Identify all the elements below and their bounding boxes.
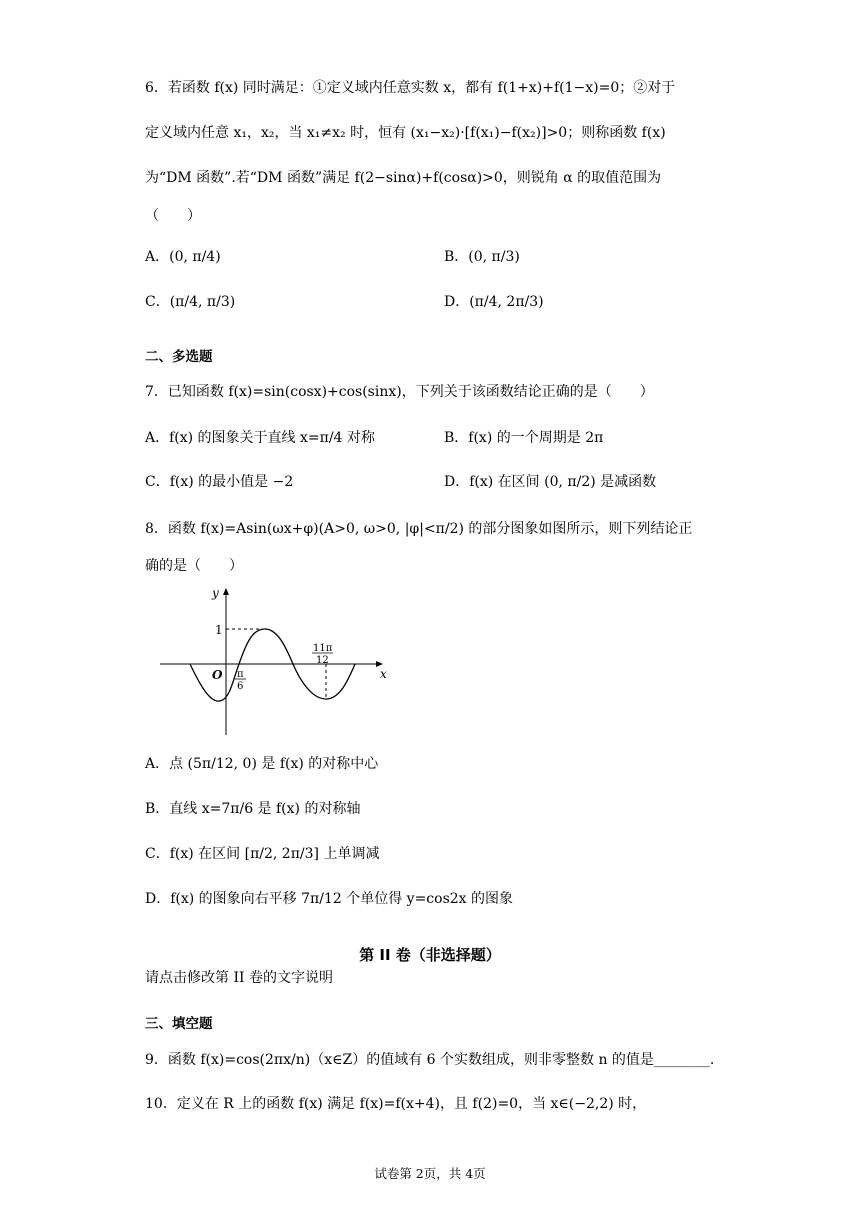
q8-option-a: A．点 (5π/12, 0) 是 f(x) 的对称中心 [145, 756, 379, 772]
q10: 10．定义在 R 上的函数 f(x) 满足 f(x)=f(x+4)，且 f(2)=0，当 x∈(−2,2) 时， [145, 1096, 647, 1112]
tick-11pi12-den: 12 [316, 655, 329, 666]
q7-option-d: D．f(x) 在区间 (0, π/2) 是减函数 [444, 474, 657, 490]
q9: 9．函数 f(x)=cos(2πx/n)（x∈Z）的值域有 6 个实数组成，则非零整数 n 的值是________. [145, 1052, 715, 1068]
q8-line2: 确的是（ ） [145, 558, 243, 574]
origin-label: O [212, 668, 223, 682]
q6-option-b: B．(0, π/3) [444, 249, 520, 265]
q6-line1: 6．若函数 f(x) 同时满足：①定义域内任意实数 x，都有 f(1+x)+f(1−x)=0；②对于 [145, 80, 676, 96]
page-footer: 试卷第 2页，共 4页 [374, 1166, 486, 1181]
q6-line4: （ ） [145, 208, 201, 224]
part2-title: 第 II 卷（非选择题） [359, 946, 501, 964]
q8-option-d: D．f(x) 的图象向右平移 7π/12 个单位得 y=cos2x 的图象 [145, 891, 514, 907]
sine-curve [190, 629, 355, 701]
q6-option-d: D．(π/4, 2π/3) [444, 294, 544, 310]
q7-option-c: C．f(x) 的最小值是 −2 [145, 474, 294, 490]
y-axis-label: y [212, 586, 219, 600]
q7-option-b: B．f(x) 的一个周期是 2π [444, 430, 604, 446]
tick-pi6-den: 6 [237, 681, 244, 692]
x-axis-label: x [380, 667, 387, 681]
q7-stem: 7．已知函数 f(x)=sin(cosx)+cos(sinx)，下列关于该函数结论正确的是（ ） [145, 384, 654, 400]
part2-note: 请点击修改第 II 卷的文字说明 [145, 970, 333, 986]
section-fill-blank: 三、填空题 [145, 1016, 213, 1032]
section-multi-choice: 二、多选题 [145, 349, 213, 365]
tick-pi6-num: π [237, 669, 244, 680]
q6-option-a: A．(0, π/4) [145, 249, 221, 265]
max-value-label: 1 [215, 623, 223, 637]
tick-11pi12-num: 11π [313, 643, 333, 654]
function-graph [155, 585, 395, 740]
q8-line1: 8．函数 f(x)=Asin(ωx+φ)(A>0, ω>0, |φ|<π/2) 的部分图象如图所示，则下列结论正 [145, 521, 693, 537]
q6-line2: 定义域内任意 x₁，x₂，当 x₁≠x₂ 时，恒有 (x₁−x₂)·[f(x₁)−f(x₂)]>0；则称函数 f(x) [145, 125, 666, 141]
q6-option-c: C．(π/4, π/3) [145, 294, 236, 310]
q6-line3: 为“DM 函数”.若“DM 函数”满足 f(2−sinα)+f(cosα)>0，则锐角 α 的取值范围为 [145, 170, 662, 186]
q7-option-a: A．f(x) 的图象关于直线 x=π/4 对称 [145, 430, 375, 446]
y-axis-arrow [223, 588, 229, 595]
q8-option-b: B．直线 x=7π/6 是 f(x) 的对称轴 [145, 801, 361, 817]
q8-option-c: C．f(x) 在区间 [π/2, 2π/3] 上单调减 [145, 846, 380, 862]
